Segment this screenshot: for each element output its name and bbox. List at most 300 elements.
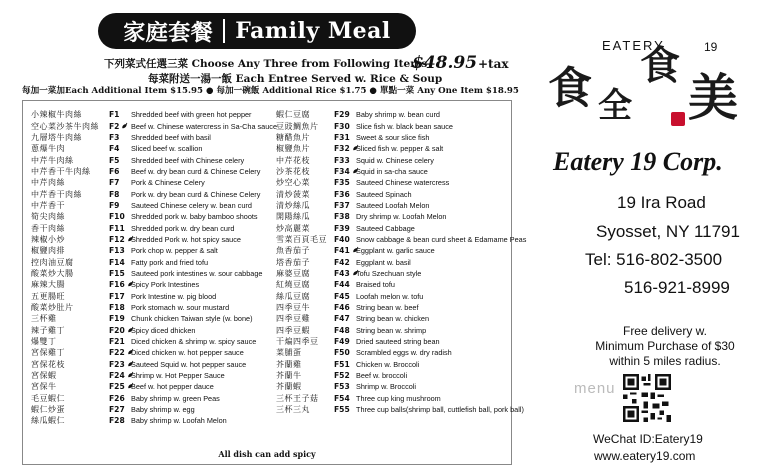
menu-item: [276, 154, 526, 165]
menu-item-name-en: Sauteed Chinese celery w. bean curd: [131, 200, 252, 210]
menu-item: [276, 177, 526, 188]
menu-item-name-en: Sweet & sour slice fish: [356, 132, 430, 142]
menu-item-name-zh: 中芹花枝: [276, 155, 310, 165]
menu-item-code-text: F52: [334, 371, 350, 381]
menu-item-name-en: Dried sauteed string bean: [356, 337, 440, 347]
menu-item: [31, 154, 276, 165]
menu-item: [276, 188, 526, 199]
menu-item-code: [109, 371, 131, 380]
menu-item-name-en: Sauteed Spinach: [356, 189, 412, 199]
menu-item-name-zh: 宮保牛: [31, 382, 57, 392]
menu-item: [276, 313, 526, 324]
menu-item-name-en: Shredded pork w. dry bean curd: [131, 223, 235, 233]
menu-item-code-text: F54: [334, 393, 350, 403]
menu-item-code-text: F30: [334, 121, 350, 131]
menu-item: [276, 347, 526, 358]
title-zh: 家庭套餐: [123, 19, 214, 46]
menu-item: [276, 336, 526, 347]
menu-item-name-en: Sauteed Cabbage: [356, 223, 415, 233]
menu-item-code: [334, 303, 356, 312]
menu-item-code-text: F31: [334, 132, 350, 142]
delivery-line-1: Free delivery w.: [622, 324, 708, 338]
menu-item-name-en: Diced chicken w. hot pepper sauce: [131, 348, 244, 358]
menu-item-code: [334, 337, 356, 346]
menu-item-name-zh: 絲瓜豆腐: [276, 291, 310, 301]
menu-item-name-zh: 辣子雞丁: [31, 325, 65, 335]
menu-item: [31, 404, 276, 415]
menu-item-name-zh: 絲瓜蝦仁: [31, 416, 65, 426]
menu-item-code: [334, 144, 356, 153]
menu-item-code-text: F4: [109, 144, 120, 154]
menu-item-code: [334, 314, 356, 323]
menu-item-name-zh: 魚香茄子: [276, 246, 310, 256]
menu-item-name-zh: 開陽絲瓜: [276, 212, 310, 222]
menu-item-name-en: Snow cabbage & bean curd sheet & Edamame Peas: [356, 234, 527, 244]
menu-item-name-en: Sauteed Loofah Melon: [356, 200, 430, 210]
menu-item: [276, 393, 526, 404]
menu-item-name-en: String bean w. chicken: [356, 314, 430, 324]
menu-item: [276, 200, 526, 211]
menu-item-code: [334, 280, 356, 289]
menu-item-name-en: Squid in sa-cha sauce: [356, 166, 428, 176]
menu-item-name-zh: 九層塔牛肉絲: [31, 132, 82, 142]
menu-item-code: [109, 382, 131, 391]
menu-item-code-text: F12: [109, 234, 125, 244]
menu-item: [276, 359, 526, 370]
menu-item-name-zh: 宮保雞丁: [31, 348, 65, 358]
menu-item-code-text: F15: [109, 268, 125, 278]
menu-item: [276, 245, 526, 256]
menu-item-code-text: F47: [334, 314, 350, 324]
menu-item-code: [109, 224, 131, 233]
menu-item-code: [334, 201, 356, 210]
menu-item-code-text: F46: [334, 303, 350, 313]
menu-item: [31, 222, 276, 233]
menu-items-box: [22, 100, 527, 465]
menu-item: [276, 279, 526, 290]
menu-item-name-zh: 四季豆雞: [276, 314, 310, 324]
menu-item-code: [334, 212, 356, 221]
menu-item-code-text: F28: [109, 416, 125, 426]
menu-item-code-text: F20: [109, 325, 125, 335]
menu-item-code: [334, 382, 356, 391]
menu-item-code-text: F14: [109, 257, 125, 267]
menu-item-name-zh: 四季豆蝦: [276, 325, 310, 335]
menu-item-name-en: Dry shrimp w. Loofah Melon: [356, 212, 447, 222]
menu-item-name-en: Spicy diced dhicken: [131, 325, 196, 335]
menu-item-name-zh: 椒鹽肉排: [31, 246, 65, 256]
menu-item-name-en: Slice fish w. black bean sauce: [356, 121, 453, 131]
menu-item-code: [109, 405, 131, 414]
menu-column-left: [31, 109, 276, 427]
menu-item: [276, 256, 526, 267]
menu-item-name-en: Braised tofu: [356, 280, 395, 290]
menu-item-code: [109, 201, 131, 210]
qr-code-icon: [623, 374, 671, 422]
menu-item-name-zh: 清炒絲瓜: [276, 200, 310, 210]
menu-item-code-text: F55: [334, 405, 350, 415]
menu-item-code: [109, 360, 131, 369]
menu-item-code: [334, 246, 356, 255]
menu-item: [31, 359, 276, 370]
pepper-icon: [121, 122, 128, 129]
menu-watermark: menu: [574, 380, 616, 397]
menu-item-code-text: F34: [334, 166, 350, 176]
menu-item-code: [334, 156, 356, 165]
menu-item-name-zh: 酸菜炒大腸: [31, 268, 74, 278]
menu-column-right: [276, 109, 526, 415]
menu-item-name-zh: 宮保蝦: [31, 371, 57, 381]
title-en: Family Meal: [235, 18, 391, 44]
menu-item-name-en: Sauteed Chinese watercress: [356, 178, 450, 188]
menu-item-name-en: String bean w. shrimp: [356, 325, 427, 335]
menu-item-code: [334, 394, 356, 403]
menu-item-code: [334, 122, 356, 131]
menu-item-code-text: F1: [109, 110, 120, 120]
menu-item-name-zh: 炒高麗菜: [276, 223, 310, 233]
menu-item-name-en: Three cup king mushroom: [356, 393, 441, 403]
menu-item: [31, 132, 276, 143]
logo-char-3: 食: [640, 43, 680, 89]
menu-item-code: [334, 133, 356, 142]
menu-item-code: [109, 156, 131, 165]
menu-item-code: [109, 246, 131, 255]
spicy-note: All dish can add spicy: [218, 449, 316, 459]
menu-item-code-text: F8: [109, 189, 120, 199]
menu-item-name-zh: 椒鹽魚片: [276, 144, 310, 154]
menu-item: [276, 132, 526, 143]
menu-item-name-en: Scrambled eggs w. dry radish: [356, 348, 452, 358]
menu-item-name-en: Pork w. dry bean curd & Chinese Celery: [131, 189, 261, 199]
menu-item-name-en: Baby shrimp w. Loofah Melon: [131, 416, 227, 426]
menu-item-name-en: Pork chop w. pepper & salt: [131, 246, 218, 256]
menu-item: [31, 291, 276, 302]
menu-item-name-en: String bean w. beef: [356, 303, 419, 313]
menu-item: [276, 381, 526, 392]
menu-item-name-zh: 芥蘭牛: [276, 371, 302, 381]
menu-item-name-zh: 雪菜百頁毛豆: [276, 234, 327, 244]
menu-item-code-text: F51: [334, 359, 350, 369]
menu-item-name-zh: 塔香茄子: [276, 257, 310, 267]
menu-item-name-en: Sauteed pork intestines w. sour cabbage: [131, 268, 263, 278]
menu-item-name-en: Chunk chicken Taiwan style (w. bone): [131, 314, 253, 324]
choose-three-line: 下列菜式任選三菜 Choose Any Three from Following Items: [104, 58, 428, 70]
menu-item-code: [334, 258, 356, 267]
menu-item-name-en: Shrimp w. Hot Pepper Sauce: [131, 371, 225, 381]
menu-item-code-text: F16: [109, 280, 125, 290]
menu-item-code: [109, 303, 131, 312]
phone-1: Tel: 516-802-3500: [585, 250, 723, 269]
menu-item-code-text: F24: [109, 371, 125, 381]
menu-item-code-text: F13: [109, 246, 125, 256]
menu-item-name-zh: 蔥爆牛肉: [31, 144, 65, 154]
menu-item-code: [334, 190, 356, 199]
menu-item-name-en: Shredded beef with basil: [131, 132, 211, 142]
menu-item-name-zh: 四季豆牛: [276, 303, 310, 313]
menu-item-name-zh: 沙茶花枝: [276, 166, 310, 176]
menu-item-code-text: F7: [109, 178, 120, 188]
menu-item-code-text: F45: [334, 291, 350, 301]
menu-item-name-zh: 中芹香干肉絲: [31, 189, 82, 199]
menu-item-code: [334, 167, 356, 176]
menu-item-name-en: Spicy Pork Intestines: [131, 280, 200, 290]
menu-item-name-en: Loofah melon w. tofu: [356, 291, 424, 301]
menu-item: [31, 166, 276, 177]
menu-item-name-en: Baby shrimp w. bean curd: [356, 110, 440, 120]
menu-item-name-zh: 五更腸旺: [31, 291, 65, 301]
menu-item-code: [109, 314, 131, 323]
menu-item-code-text: F49: [334, 337, 350, 347]
menu-item-code: [109, 416, 131, 425]
menu-item-name-en: Pork stomach w. sour mustard: [131, 303, 230, 313]
menu-item-code-text: F38: [334, 212, 350, 222]
menu-item-name-en: Squid w. Chinese celery: [356, 155, 434, 165]
menu-item-name-zh: 中芹香干牛肉絲: [31, 166, 91, 176]
menu-item-name-zh: 糖醋魚片: [276, 132, 310, 142]
menu-item-name-en: Sauteed Squid w. hot pepper sauce: [131, 359, 247, 369]
menu-item-name-zh: 豆豉鯛魚片: [276, 121, 319, 131]
menu-item-name-en: Shredded beef with Chinese celery: [131, 155, 245, 165]
menu-item-name-zh: 中芹牛肉絲: [31, 155, 74, 165]
family-meal-banner: [98, 13, 416, 49]
menu-item-name-en: Three cup balls(shrimp ball, cuttlefish ball, pork ball): [356, 405, 524, 415]
menu-item: [31, 234, 276, 245]
menu-item: [31, 200, 276, 211]
menu-item-code-text: F42: [334, 257, 350, 267]
menu-item: [31, 256, 276, 267]
menu-item-name-zh: 菜脯蛋: [276, 348, 302, 358]
menu-item-name-en: Diced chicken & shrimp w. spicy sauce: [131, 337, 257, 347]
menu-item-code-text: F37: [334, 200, 350, 210]
menu-item-code-text: F21: [109, 337, 125, 347]
menu-item-code: [109, 280, 131, 289]
menu-item-code-text: F19: [109, 314, 125, 324]
menu-item-code-text: F23: [109, 359, 125, 369]
menu-item-name-en: Shredded beef with green hot pepper: [131, 110, 252, 120]
menu-item: [276, 211, 526, 222]
menu-item: [276, 404, 526, 415]
website-link[interactable]: www.eatery19.com: [594, 449, 696, 463]
menu-item-name-en: Fatty pork and fried tofu: [131, 257, 209, 267]
menu-item-name-zh: 中芹香干: [31, 200, 65, 210]
menu-item: [276, 222, 526, 233]
menu-item-name-en: Sliced beef w. scallion: [131, 144, 203, 154]
menu-item-name-en: Beef w. dry bean curd & Chinese Celery: [131, 166, 261, 176]
menu-item-code-text: F3: [109, 132, 120, 142]
price-tax-suffix: +tax: [478, 57, 509, 71]
menu-item-name-zh: 筍尖肉絲: [31, 212, 65, 222]
menu-item-name-zh: 酸菜炒肚片: [31, 303, 74, 313]
menu-item-name-en: Eggplant w. garlic sauce: [356, 246, 435, 256]
menu-item: [276, 302, 526, 313]
menu-item-code: [334, 326, 356, 335]
menu-item: [31, 211, 276, 222]
logo-number: 19: [704, 40, 718, 54]
menu-item-name-zh: 清炒菠菜: [276, 189, 310, 199]
menu-item-name-zh: 炒空心菜: [276, 178, 310, 188]
menu-item: [276, 325, 526, 336]
menu-item-code: [334, 405, 356, 414]
menu-item-name-zh: 爆雙丁: [31, 337, 57, 347]
menu-item: [276, 109, 526, 120]
menu-item-name-en: Beef w. hot pepper dauce: [131, 382, 214, 392]
menu-item-code: [334, 371, 356, 380]
menu-item: [31, 347, 276, 358]
menu-item-code: [109, 394, 131, 403]
menu-item-code-text: F40: [334, 234, 350, 244]
menu-item: [31, 143, 276, 154]
menu-item-code-text: F48: [334, 325, 350, 335]
menu-item-code: [334, 224, 356, 233]
menu-item-code: [109, 178, 131, 187]
menu-item-code: [334, 348, 356, 357]
menu-item: [31, 393, 276, 404]
menu-item: [31, 177, 276, 188]
menu-item-code: [109, 190, 131, 199]
menu-item-code: [109, 337, 131, 346]
menu-item-name-zh: 香干肉絲: [31, 223, 65, 233]
menu-item-code-text: F53: [334, 382, 350, 392]
menu-item-code-text: F36: [334, 189, 350, 199]
menu-item-code: [334, 269, 356, 278]
menu-item-name-zh: 三杯王子菇: [276, 393, 319, 403]
menu-item-name-zh: 芥蘭蝦: [276, 382, 302, 392]
address-line-2: Syosset, NY 11791: [596, 222, 740, 241]
menu-item-name-zh: 控肉油豆腐: [31, 257, 74, 267]
menu-item-name-zh: 中芹肉絲: [31, 178, 65, 188]
menu-item-name-en: Pork & Chinese Celery: [131, 178, 205, 188]
menu-item-name-zh: 紅燒豆腐: [276, 280, 310, 290]
menu-item-code-text: F11: [109, 223, 125, 233]
menu-item-name-zh: 辣椒小炒: [31, 234, 65, 244]
menu-item-code-text: F41: [334, 246, 350, 256]
menu-item-name-en: Chicken w. Broccoli: [356, 359, 420, 369]
address-line-1: 19 Ira Road: [617, 193, 706, 212]
menu-item: [31, 109, 276, 120]
menu-item-name-en: Sliced fish w. pepper & salt: [356, 144, 444, 154]
menu-item-code-text: F29: [334, 110, 350, 120]
menu-item-code-text: F18: [109, 303, 125, 313]
menu-item: [31, 188, 276, 199]
menu-item-code: [334, 292, 356, 301]
logo-char-1: 食: [548, 63, 592, 114]
menu-item-name-zh: 芥蘭雞: [276, 359, 302, 369]
menu-item-name-en: Baby shrimp w. green Peas: [131, 393, 220, 403]
menu-item-code: [334, 178, 356, 187]
additional-pricing-line: 每加一菜加Each Additional Item $15.95 ● 每加一碗飯 Additional Rice $1.75 ● 單點一菜 Any One Item $18.95: [22, 86, 519, 96]
menu-item-code-text: F9: [109, 200, 120, 210]
menu-item-name-en: Pork Intestine w. pig blood: [131, 291, 217, 301]
menu-item-code-text: F35: [334, 178, 350, 188]
menu-item: [31, 120, 276, 131]
menu-item-name-zh: 空心菜沙茶牛肉絲: [31, 121, 99, 131]
family-meal-price: $48.95: [412, 53, 478, 73]
menu-item-name-zh: 蝦仁炒蛋: [31, 405, 65, 415]
logo-eatery-word: EATERY: [602, 38, 665, 53]
menu-item-name-en: Shredded Pork w. hot spicy sauce: [131, 234, 241, 244]
menu-item-code-text: F17: [109, 291, 125, 301]
menu-item-name-en: Tofu Szechuan style: [356, 268, 422, 278]
menu-item-code: [334, 235, 356, 244]
menu-item-name-zh: 小辣椒牛肉絲: [31, 110, 82, 120]
menu-item-name-zh: 毛豆蝦仁: [31, 393, 65, 403]
menu-item-code-text: F44: [334, 280, 350, 290]
menu-item-name-zh: 三杯雞: [31, 314, 57, 324]
menu-item-name-en: Beef w. Chinese watercress in Sa-Cha sauce: [131, 121, 278, 131]
menu-item: [31, 415, 276, 426]
menu-item-name-en: Shrimp w. Broccoli: [356, 382, 417, 392]
menu-item-code: [109, 258, 131, 267]
menu-item-name-en: Beef w. broccoli: [356, 371, 408, 381]
menu-item: [31, 325, 276, 336]
menu-item-code-text: F10: [109, 212, 125, 222]
menu-item-name-en: Eggplant w. basil: [356, 257, 411, 267]
menu-item-code-text: F22: [109, 348, 125, 358]
menu-item-code: [109, 348, 131, 357]
menu-item-code-text: F27: [109, 405, 125, 415]
menu-item-code-text: F50: [334, 348, 350, 358]
menu-item-code: [334, 360, 356, 369]
menu-item-name-zh: 宮保花枝: [31, 359, 65, 369]
menu-item: [276, 120, 526, 131]
delivery-info: [570, 324, 760, 369]
menu-item-code: [334, 110, 356, 119]
menu-item: [276, 291, 526, 302]
menu-item-code: [109, 133, 131, 142]
logo-char-2: 全: [598, 86, 632, 126]
menu-item-code: [109, 212, 131, 221]
logo-char-4: 美: [688, 69, 738, 127]
menu-item: [31, 381, 276, 392]
menu-item-code-text: F5: [109, 155, 120, 165]
menu-item-code-text: F33: [334, 155, 350, 165]
menu-item-code: [109, 167, 131, 176]
title-divider: [223, 19, 225, 43]
menu-item: [31, 302, 276, 313]
company-name: Eatery 19 Corp.: [553, 147, 723, 176]
menu-item-name-zh: 麻辣大腸: [31, 280, 65, 290]
menu-item-code: [109, 235, 131, 244]
menu-item-name-zh: 三杯三丸: [276, 405, 310, 415]
menu-item-name-zh: 干煸四季豆: [276, 337, 319, 347]
menu-item-code: [109, 144, 131, 153]
menu-item: [276, 268, 526, 279]
menu-item-code: [109, 269, 131, 278]
menu-item: [31, 313, 276, 324]
red-seal-stamp: [671, 112, 685, 126]
menu-item: [276, 370, 526, 381]
menu-item-code-text: F25: [109, 382, 125, 392]
menu-item: [31, 268, 276, 279]
phone-2: 516-921-8999: [624, 278, 730, 297]
menu-item-code-text: F43: [334, 268, 350, 278]
menu-item-name-zh: 麻婆豆腐: [276, 268, 310, 278]
menu-item-code-text: F32: [334, 144, 350, 154]
menu-item: [276, 234, 526, 245]
delivery-line-2: Minimum Purchase of $30: [595, 339, 735, 353]
menu-item: [31, 245, 276, 256]
served-with-line: 每菜附送一湯一飯 Each Entree Served w. Rice & Soup: [148, 73, 443, 85]
menu-item: [276, 166, 526, 177]
menu-item-code-text: F26: [109, 393, 125, 403]
menu-item-code: [109, 110, 131, 119]
wechat-id: WeChat ID:Eatery19: [593, 432, 703, 446]
delivery-line-3: within 5 miles radius.: [609, 354, 721, 368]
menu-item-code-text: F39: [334, 223, 350, 233]
menu-item-name-en: Shredded pork w. baby bamboo shoots: [131, 212, 258, 222]
menu-item-code: [109, 122, 131, 131]
menu-item-name-zh: 蝦仁豆腐: [276, 110, 310, 120]
